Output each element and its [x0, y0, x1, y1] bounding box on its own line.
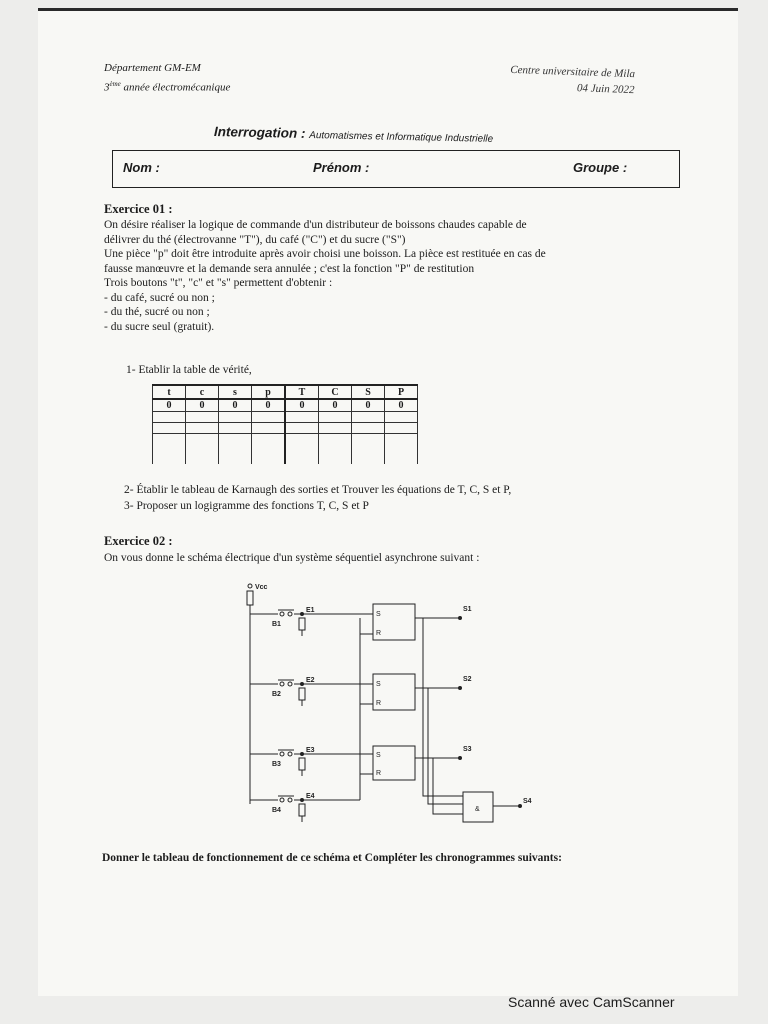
exercise1-text: On désire réaliser la logique de commande d'un distributeur de boissons chaudes capable de délivrer du thé (électrovanne "T"), du café ("C") et du sucre ("S") Une pièce "p" doit être introduite après avoir choisi une boisson. La pièce est restituée en cas de fausse manœuvre et la demande sera annulée ; c'est la fonction "P" de restitution Trois boutons "t", "c" et "s" permettent d'obtenir : - du café, sucré ou non ; - du thé, sucré ou non ; - du sucre seul (gratuit).: [104, 219, 546, 333]
vcc-label: Vcc: [255, 584, 268, 591]
university-label: Centre universitaire de Mila 04 Juin 2022: [510, 63, 636, 97]
table-row-continuation: [153, 434, 418, 465]
svg-text:R: R: [376, 770, 382, 777]
question-3: 3- Proposer un logigramme des fonctions T, C, S et P: [124, 500, 369, 512]
circuit-diagram: [238, 578, 558, 828]
exercise1-heading: Exercice 01 :: [104, 202, 173, 216]
identity-box: [112, 150, 680, 188]
e2-label: E2: [306, 677, 315, 684]
s3-label: S3: [463, 746, 472, 753]
b2-label: B2: [272, 691, 281, 698]
svg-text:S: S: [376, 681, 381, 688]
table-row: 0 0 0 0 0 0 0 0: [153, 399, 418, 412]
s1-label: S1: [463, 606, 472, 613]
table-row: [153, 412, 418, 423]
table-row: [153, 423, 418, 434]
svg-text:S: S: [376, 752, 381, 759]
b3-label: B3: [272, 761, 281, 768]
truth-table-header: t c s p T C S P: [153, 385, 418, 399]
groupe-label: Groupe :: [573, 160, 628, 175]
nom-label: Nom :: [123, 160, 160, 175]
s4-label: S4: [523, 798, 532, 805]
question-2: 2- Établir le tableau de Karnaugh des sorties et Trouver les équations de T, C, S et P,: [124, 484, 512, 496]
department-label: Département GM-EM 3ème année électromécanique: [104, 62, 231, 94]
exercise2-question: Donner le tableau de fonctionnement de ce schéma et Compléter les chronogrammes suivants:: [102, 852, 562, 864]
question-1: 1- Etablir la table de vérité,: [126, 364, 252, 376]
exercise2-text: On vous donne le schéma électrique d'un système séquentiel asynchrone suivant :: [104, 552, 480, 564]
truth-table: [152, 384, 418, 464]
b4-label: B4: [272, 807, 281, 814]
page-title: Interrogation : Automatismes et Informatique Industrielle: [213, 124, 494, 145]
s2-label: S2: [463, 676, 472, 683]
svg-text:R: R: [376, 630, 382, 637]
e3-label: E3: [306, 747, 315, 754]
svg-text:S: S: [376, 611, 381, 618]
b1-label: B1: [272, 621, 281, 628]
exercise2-heading: Exercice 02 :: [104, 534, 173, 548]
svg-text:&: &: [475, 806, 480, 813]
e4-label: E4: [306, 793, 315, 800]
prenom-label: Prénom :: [313, 160, 370, 175]
scanner-watermark: Scanné avec CamScanner: [508, 994, 675, 1010]
e1-label: E1: [306, 607, 315, 614]
svg-text:R: R: [376, 700, 382, 707]
